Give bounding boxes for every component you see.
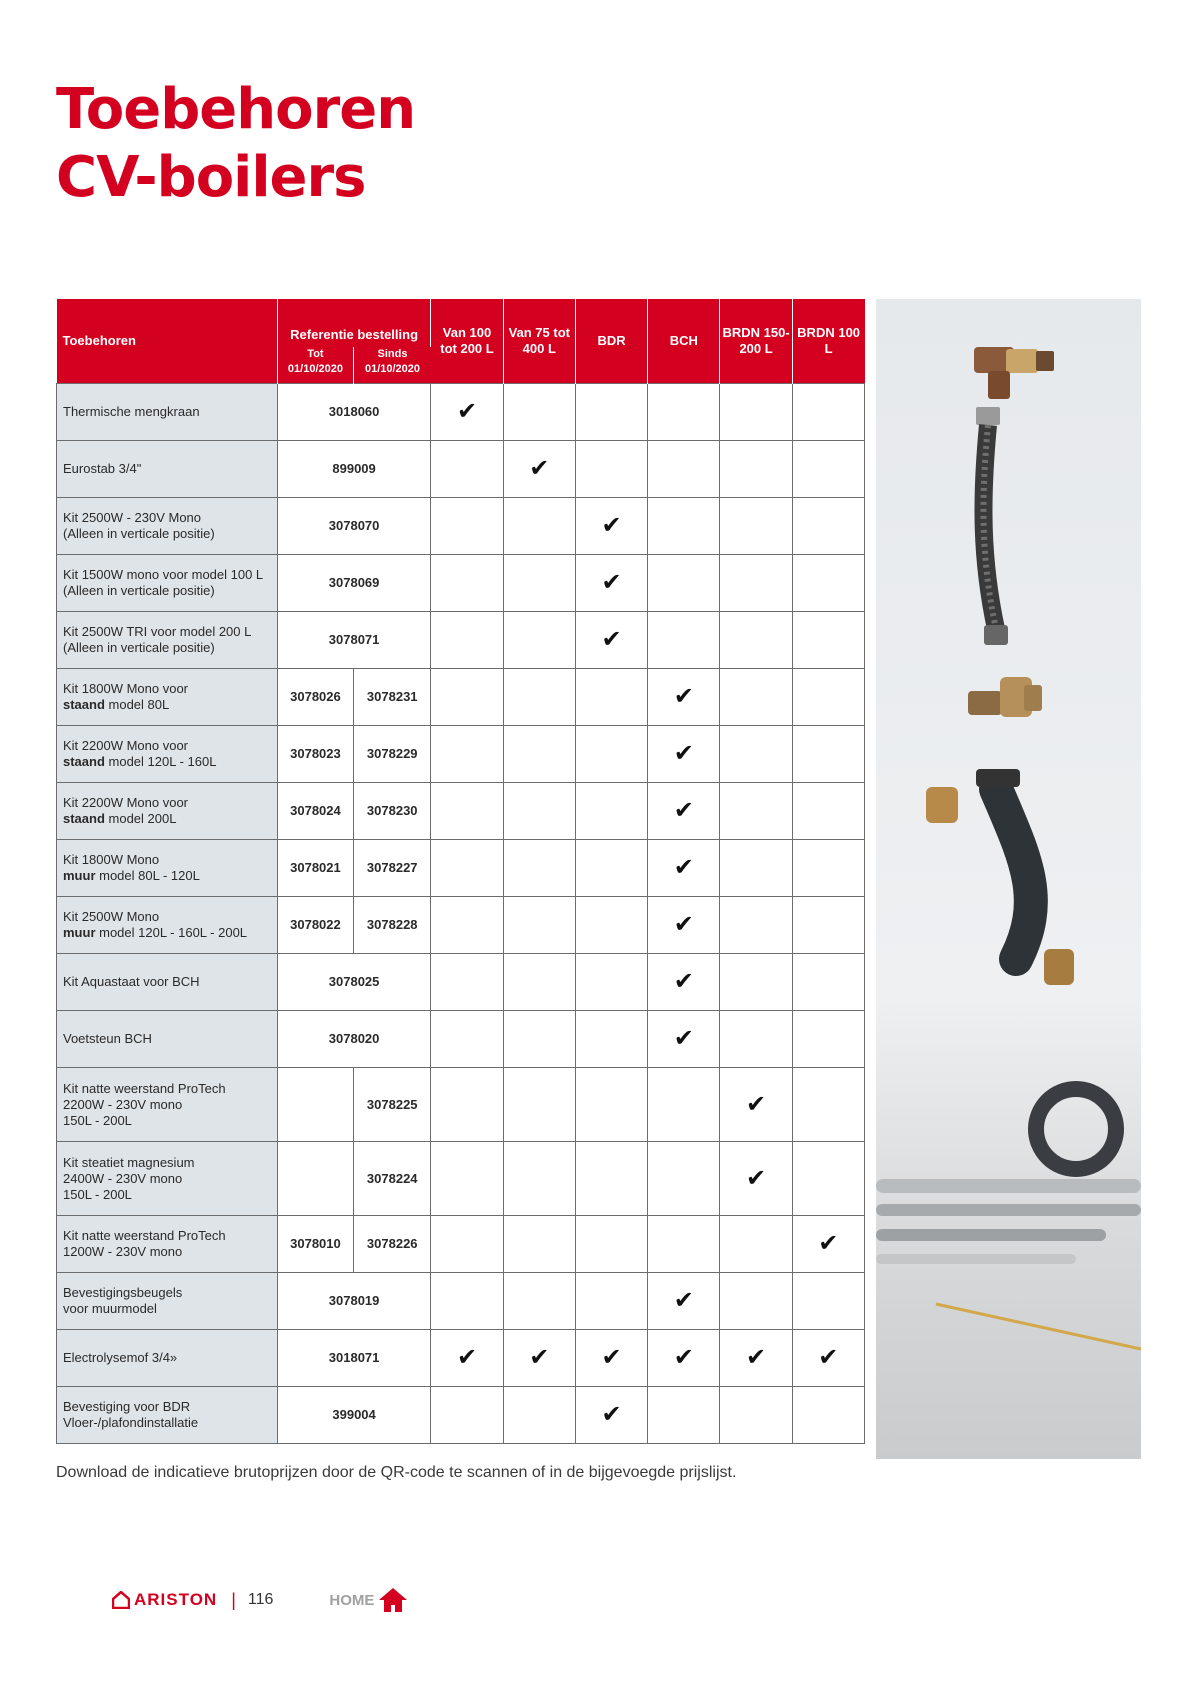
reference-number: 3078070 [277,498,431,555]
compatibility-cell [792,1011,864,1068]
accessory-name-line: 2200W - 230V mono [63,1096,183,1112]
compatibility-cell [575,954,647,1011]
check-mark-icon: ✔ [673,740,694,767]
accessory-name-line: 1200W - 230V mono [63,1244,183,1259]
compatibility-cell [792,840,864,897]
reference-number: 3018060 [277,384,431,441]
reference-number: 3078019 [277,1273,431,1330]
compatibility-cell [503,1387,575,1444]
header-reference: Referentie bestelling [277,299,431,347]
compatibility-cell [575,726,647,783]
ariston-logo [112,1590,217,1610]
header-van-75: Van 75 tot 400 L [503,299,575,384]
reference-until [277,1068,353,1142]
reference-since: 3078230 [354,783,431,840]
compatibility-cell [503,1216,575,1273]
compatibility-cell [648,498,720,555]
compatibility-cell [503,669,575,726]
compatibility-cell [431,669,503,726]
reference-number: 3078025 [277,954,431,1011]
table-row [57,954,865,1011]
compatibility-cell [720,1330,792,1387]
compatibility-cell [575,612,647,669]
check-mark-icon: ✔ [529,1344,550,1371]
compatibility-cell [431,954,503,1011]
accessory-name-line: Kit 1800W Mono voor [63,681,189,696]
accessory-name [57,840,278,897]
compatibility-cell [792,783,864,840]
accessory-name-line: (Alleen in verticale positie) [63,526,215,541]
check-mark-icon: ✔ [673,911,694,938]
reference-since: 3078224 [354,1142,431,1216]
check-mark-icon: ✔ [673,854,694,881]
table-row [57,384,865,441]
table-row [57,441,865,498]
header-brdn-150-200: BRDN 150-200 L [720,299,792,384]
compatibility-cell [648,1011,720,1068]
accessory-name [57,783,278,840]
reference-number: 3018071 [277,1330,431,1387]
header-brdn-100: BRDN 100 L [792,299,864,384]
compatibility-cell [648,954,720,1011]
table-row [57,498,865,555]
compatibility-cell [431,612,503,669]
check-mark-icon: ✔ [746,1164,767,1192]
compatibility-cell [648,612,720,669]
compatibility-cell [792,384,864,441]
accessory-name-line: Kit 2500W TRI voor model 200 L [63,624,252,639]
compatibility-cell [431,498,503,555]
compatibility-cell [792,669,864,726]
compatibility-cell [648,1216,720,1273]
reference-number: 3078020 [277,1011,431,1068]
accessory-name-line: Kit natte weerstand ProTech [63,1228,226,1243]
compatibility-cell [648,897,720,954]
compatibility-cell [792,1216,864,1273]
check-mark-icon: ✔ [601,512,622,539]
accessory-name [57,897,278,954]
compatibility-cell [792,726,864,783]
accessory-name-line: (Alleen in verticale positie) [63,640,215,655]
home-link[interactable] [329,1587,408,1613]
compatibility-cell [792,1387,864,1444]
accessory-name [57,612,278,669]
accessory-name [57,1216,278,1273]
compatibility-cell [575,441,647,498]
compatibility-cell [720,669,792,726]
compatibility-cell [431,897,503,954]
mixing-valve-image [974,347,1054,399]
compatibility-cell [503,1330,575,1387]
compatibility-cell [503,1011,575,1068]
compatibility-cell [720,1068,792,1142]
table-row [57,669,865,726]
check-mark-icon: ✔ [746,1344,767,1371]
accessory-name-line [63,754,277,770]
compatibility-cell [431,1273,503,1330]
table-row [57,1273,865,1330]
table-row [57,1387,865,1444]
page-title-line-2: CV-boilers [56,145,366,210]
compatibility-cell [431,1216,503,1273]
reference-until: 3078024 [277,783,353,840]
check-mark-icon: ✔ [673,797,694,824]
compatibility-cell [792,441,864,498]
reference-number: 899009 [277,441,431,498]
table-row [57,1068,865,1142]
compatibility-cell [720,555,792,612]
mounting-type: staand [63,754,105,769]
model-range: model 120L - 160L [104,754,217,769]
compatibility-cell [648,783,720,840]
check-mark-icon: ✔ [818,1344,839,1371]
check-mark-icon: ✔ [456,1344,478,1371]
reference-number: 3078069 [277,555,431,612]
compatibility-cell [720,726,792,783]
compatibility-cell [792,1330,864,1387]
compatibility-cell [431,1142,503,1216]
compatibility-cell [792,498,864,555]
compatibility-cell [431,384,503,441]
compatibility-cell [648,1142,720,1216]
compatibility-cell [575,1068,647,1142]
compatibility-cell [648,1273,720,1330]
accessory-name [57,1387,278,1444]
reference-until [277,1142,353,1216]
eurostab-valve-image [968,677,1042,717]
reference-number: 3078071 [277,612,431,669]
accessory-name-line: (Alleen in verticale positie) [63,583,215,598]
accessory-name [57,1011,278,1068]
brand-name: ARISTON [134,1590,218,1609]
compatibility-cell [503,384,575,441]
compatibility-cell [575,498,647,555]
compatibility-cell [720,1387,792,1444]
compatibility-cell [648,384,720,441]
compatibility-cell [575,669,647,726]
compatibility-cell [792,612,864,669]
accessory-name-line: Bevestiging voor BDR [63,1399,191,1414]
accessory-name-line: 150L - 200L [63,1112,132,1128]
reference-until: 3078021 [277,840,353,897]
home-icon [378,1587,408,1613]
compatibility-cell [503,726,575,783]
mounting-type: muur [63,925,96,940]
compatibility-cell [503,840,575,897]
check-mark-icon: ✔ [601,569,622,596]
compatibility-cell [431,1387,503,1444]
accessory-name-line [63,697,277,713]
mounting-type: staand [63,811,105,826]
check-mark-icon: ✔ [673,1344,694,1371]
reference-until: 3078023 [277,726,353,783]
table-row [57,1330,865,1387]
compatibility-cell [575,897,647,954]
accessory-name [57,1068,278,1142]
accessory-name [57,954,278,1011]
compatibility-cell [503,954,575,1011]
accessory-name-line: Kit 1500W mono voor model 100 L [63,567,264,582]
check-mark-icon: ✔ [601,1344,622,1371]
accessory-name-line: Bevestigingsbeugels [63,1285,183,1300]
compatibility-cell [503,1068,575,1142]
page-number: 116 [247,1591,274,1608]
accessory-name-line: 2400W - 230V mono [63,1170,183,1186]
reference-number: 399004 [277,1387,431,1444]
reference-until: 3078026 [277,669,353,726]
accessory-name-line: Kit steatiet magnesium [63,1154,195,1170]
compatibility-cell [648,555,720,612]
accessory-name-line: Kit 2500W Mono [63,909,160,924]
page-title-line-1: Toebehoren [56,77,416,142]
model-range: model 80L - 120L [95,868,200,883]
accessory-name-text: Electrolysemof 3/4» [63,1350,178,1365]
table-row [57,1011,865,1068]
accessory-name-line: Vloer-/plafondinstallatie [63,1415,199,1430]
compatibility-cell [575,1273,647,1330]
compatibility-cell [720,498,792,555]
page-title [56,76,415,212]
check-mark-icon: ✔ [746,1090,767,1118]
compatibility-cell [792,1273,864,1330]
reference-since: 3078229 [354,726,431,783]
compatibility-cell [575,783,647,840]
check-mark-icon: ✔ [673,1025,694,1052]
ariston-house-icon [112,1591,130,1609]
accessory-photos-image [876,299,1141,1459]
mounting-type: staand [63,697,105,712]
compatibility-cell [792,1142,864,1216]
compatibility-cell [648,669,720,726]
compatibility-cell [575,840,647,897]
compatibility-cell [503,1142,575,1216]
footer [112,1585,408,1615]
accessory-name-line: Kit natte weerstand ProTech [63,1080,226,1096]
table-row [57,1142,865,1216]
table-row [57,726,865,783]
compatibility-cell [431,1330,503,1387]
compatibility-cell [575,1011,647,1068]
accessory-name-line: Kit 2200W Mono voor [63,738,189,753]
compatibility-cell [648,441,720,498]
reference-since: 3078231 [354,669,431,726]
table-row [57,612,865,669]
table-row [57,783,865,840]
compatibility-cell [503,897,575,954]
compatibility-cell [720,384,792,441]
check-mark-icon: ✔ [673,968,694,995]
compatibility-cell [575,1330,647,1387]
check-mark-icon: ✔ [818,1230,839,1257]
check-mark-icon: ✔ [673,1287,694,1314]
compatibility-cell [720,1273,792,1330]
table-row [57,840,865,897]
compatibility-cell [648,840,720,897]
compatibility-cell [503,441,575,498]
accessory-name-text: Thermische mengkraan [63,404,200,419]
product-photo-column [876,299,1141,1459]
accessory-name-line: Kit 2500W - 230V Mono [63,510,202,525]
compatibility-cell [503,1273,575,1330]
table-row [57,897,865,954]
compatibility-cell [792,555,864,612]
reference-until: 3078010 [277,1216,353,1273]
compatibility-cell [503,555,575,612]
table-body [57,384,865,1444]
compatibility-cell [431,441,503,498]
compatibility-cell [575,384,647,441]
footer-separator: | [231,1589,236,1610]
compatibility-cell [503,612,575,669]
header-van-100: Van 100 tot 200 L [431,299,503,384]
check-mark-icon: ✔ [456,398,478,425]
compatibility-cell [720,897,792,954]
accessory-name-line: Kit 1800W Mono [63,852,160,867]
accessory-name [57,1142,278,1216]
compatibility-cell [720,612,792,669]
header-bdr: BDR [575,299,647,384]
compatibility-cell [648,1387,720,1444]
compatibility-cell [575,1216,647,1273]
accessory-name [57,384,278,441]
compatibility-cell [720,954,792,1011]
heating-element-image [876,1089,1141,1349]
compatibility-cell [503,498,575,555]
accessory-name-line [63,868,277,884]
compatibility-cell [431,555,503,612]
accessory-name-text: Voetsteun BCH [63,1031,152,1046]
header-accessory: Toebehoren [57,299,278,384]
check-mark-icon: ✔ [673,683,694,710]
header-since: Sinds 01/10/2020 [354,347,431,384]
accessories-table [56,299,865,1444]
compatibility-cell [792,1068,864,1142]
mounting-type: muur [63,868,96,883]
accessory-name-line: Kit 2200W Mono voor [63,795,189,810]
reference-since: 3078225 [354,1068,431,1142]
check-mark-icon: ✔ [601,1401,622,1428]
reference-until: 3078022 [277,897,353,954]
accessory-name [57,555,278,612]
accessory-name [57,441,278,498]
accessory-name [57,726,278,783]
accessory-name-line [63,925,277,941]
compatibility-cell [648,1330,720,1387]
compatibility-cell [431,1068,503,1142]
flexible-hose-image [976,407,1008,645]
table-row [57,555,865,612]
compatibility-cell [431,726,503,783]
compatibility-cell [431,783,503,840]
compatibility-cell [792,954,864,1011]
compatibility-cell [575,555,647,612]
accessory-name-text: Kit Aquastaat voor BCH [63,974,200,989]
compatibility-cell [720,1216,792,1273]
compatibility-cell [720,1011,792,1068]
compatibility-cell [431,840,503,897]
compatibility-cell [720,783,792,840]
insulated-tube-image [926,769,1074,985]
header-bch: BCH [648,299,720,384]
accessory-name-text: Eurostab 3/4" [63,461,142,476]
model-range: model 80L [104,697,170,712]
compatibility-cell [648,726,720,783]
check-mark-icon: ✔ [601,626,622,653]
compatibility-cell [503,783,575,840]
compatibility-cell [575,1142,647,1216]
compatibility-cell [648,1068,720,1142]
model-range: model 120L - 160L - 200L [95,925,248,940]
accessory-name-line: 150L - 200L [63,1186,132,1202]
accessory-name [57,1330,278,1387]
model-range: model 200L [104,811,177,826]
download-note: Download de indicatieve brutoprijzen door de QR-code te scannen of in de bijgevoegde prijslijst. [56,1464,737,1481]
compatibility-cell [792,897,864,954]
compatibility-cell [431,1011,503,1068]
home-label: HOME [329,1591,375,1609]
header-until: Tot 01/10/2020 [277,347,353,384]
compatibility-cell [720,1142,792,1216]
compatibility-cell [720,441,792,498]
accessory-name-line: voor muurmodel [63,1301,157,1316]
accessory-name [57,498,278,555]
accessory-name [57,669,278,726]
table-row [57,1216,865,1273]
compatibility-cell [720,840,792,897]
reference-since: 3078227 [354,840,431,897]
check-mark-icon: ✔ [529,455,550,482]
accessory-name [57,1273,278,1330]
compatibility-cell [575,1387,647,1444]
reference-since: 3078226 [354,1216,431,1273]
reference-since: 3078228 [354,897,431,954]
accessory-name-line [63,811,277,827]
